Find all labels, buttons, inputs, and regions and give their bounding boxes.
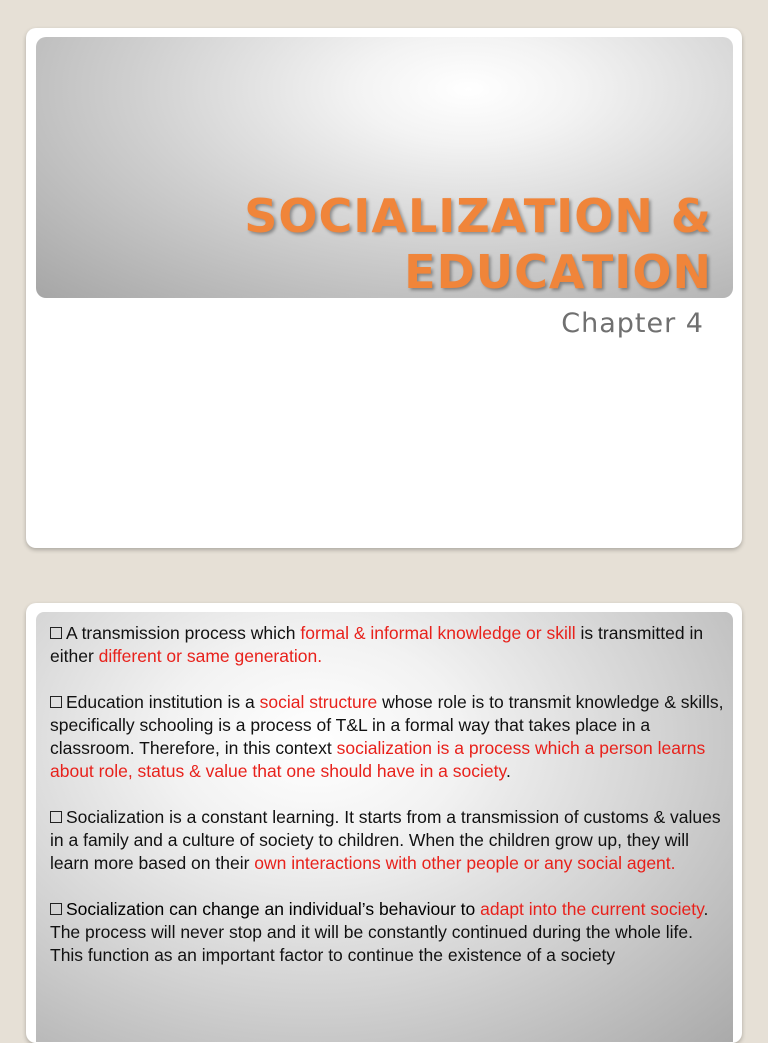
bullet-highlight: different or same generation. (98, 646, 323, 666)
bullet-item (50, 898, 730, 967)
bullet-segment: Education institution is a (66, 692, 260, 712)
checkbox-bullet-icon (50, 903, 62, 915)
checkbox-bullet-icon (50, 811, 62, 823)
bullet-segment: . The process will never stop and it will be constantly continued during the whole life. This function as an important factor to continue the existence of a society (50, 899, 709, 965)
title-slide (26, 28, 742, 548)
bullet-segment: . (505, 761, 511, 781)
bullet-highlight: socialization is a process which a person learns about role, status & value that one should have in a society (50, 738, 706, 781)
bullet-segment: is transmitted in either (50, 623, 704, 666)
bullet-highlight: formal & informal knowledge or skill (300, 623, 576, 643)
bullet-segment: A transmission process which (66, 623, 301, 643)
slide-title-line-1: SOCIALIZATION & (244, 189, 712, 243)
bullet-segment: Socialization is a constant learning. It starts from a transmission of customs & values in a family and a culture of society to children. When the children grow up, they will learn more based on their (50, 807, 721, 873)
bullet-segment: Socialization can change an individual’s behaviour to (66, 899, 481, 919)
slide-title-line-2: EDUCATION (404, 245, 712, 299)
checkbox-bullet-icon (50, 627, 62, 639)
bullet-highlight: social structure (259, 692, 378, 712)
slide-subtitle: Chapter 4 (561, 308, 704, 339)
bullet-item (50, 691, 730, 783)
bullet-segment: whose role is to transmit knowledge & skills, specifically schooling is a process of T&L in a formal way that takes place in a classroom. Therefore, in this context (50, 692, 724, 758)
content-gradient-band (36, 612, 733, 1042)
slide-title (244, 188, 712, 300)
bullet-list (50, 622, 730, 990)
checkbox-bullet-icon (50, 696, 62, 708)
bullet-highlight: own interactions with other people or any social agent. (254, 853, 676, 873)
bullet-highlight: adapt into the current society (480, 899, 704, 919)
bullet-item (50, 806, 730, 875)
content-slide (26, 603, 742, 1043)
bullet-item (50, 622, 730, 668)
